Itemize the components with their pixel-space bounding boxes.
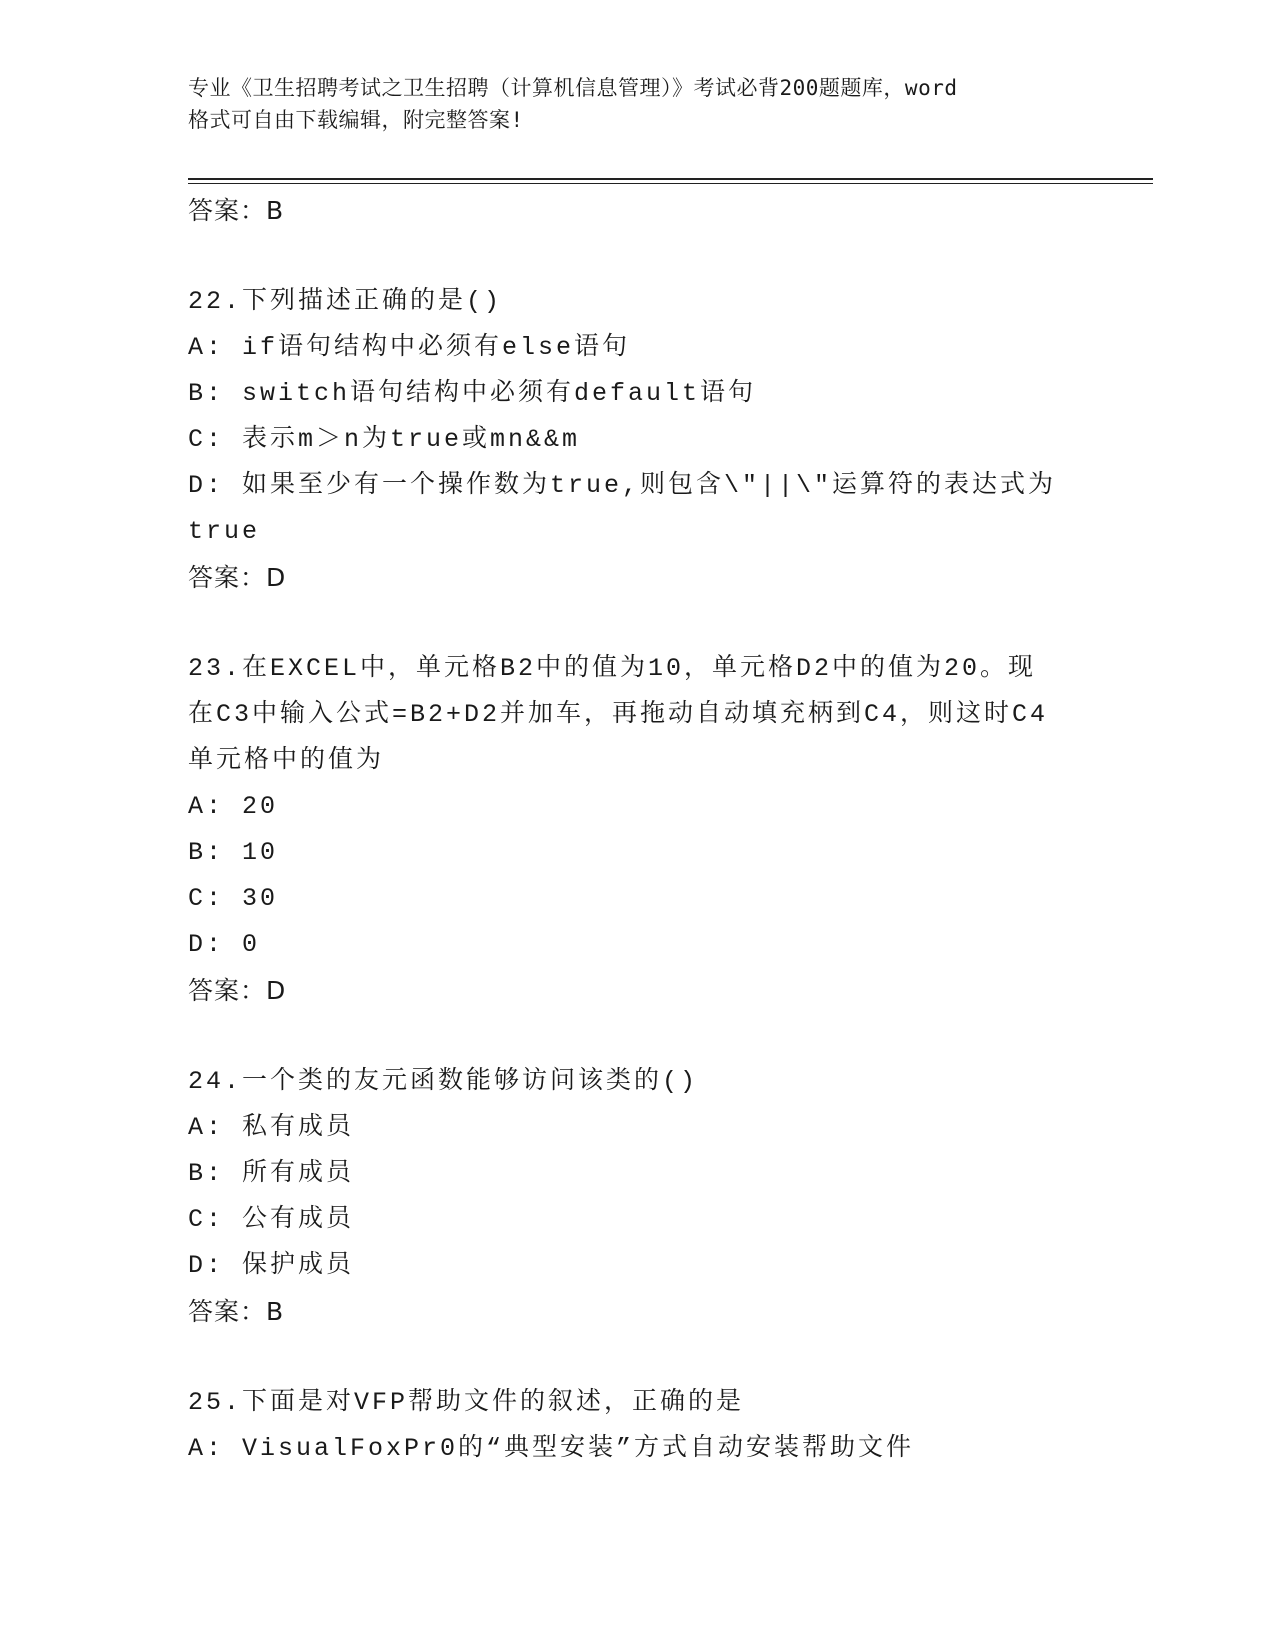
document-header xyxy=(188,72,1088,136)
spacer xyxy=(188,234,1088,279)
option-d: D: 0 xyxy=(188,930,261,959)
header-line-1: 专业《卫生招聘考试之卫生招聘（计算机信息管理）》考试必背200题题库，word xyxy=(188,76,958,100)
question-content xyxy=(188,188,1088,1472)
header-divider-thick xyxy=(188,178,1153,180)
question-stem-continued: 单元格中的值为 xyxy=(188,746,385,775)
question-23 xyxy=(188,646,1088,1014)
option-a: A: if语句结构中必须有else语句 xyxy=(188,333,631,362)
question-stem: 25.下面是对VFP帮助文件的叙述，正确的是 xyxy=(188,1388,745,1417)
answer-line: 答案：B xyxy=(188,1297,285,1326)
option-d: D: 保护成员 xyxy=(188,1251,355,1280)
answer-line: 答案：B xyxy=(188,196,285,225)
option-c: C: 公有成员 xyxy=(188,1205,355,1234)
answer-line: 答案：D xyxy=(188,563,287,592)
spacer xyxy=(188,1014,1088,1059)
answer-line: 答案：D xyxy=(188,976,287,1005)
option-c: C: 表示m＞n为true或mn&&m xyxy=(188,425,581,454)
question-25 xyxy=(188,1380,1088,1472)
question-22 xyxy=(188,279,1088,601)
option-b: B: 所有成员 xyxy=(188,1159,355,1188)
option-a: A: VisualFoxPr0的“典型安装”方式自动安装帮助文件 xyxy=(188,1434,915,1463)
question-stem: 23.在EXCEL中，单元格B2中的值为10，单元格D2中的值为20。现 xyxy=(188,654,1037,683)
option-a: A: 20 xyxy=(188,792,279,821)
option-c: C: 30 xyxy=(188,884,279,913)
question-stem: 22.下列描述正确的是() xyxy=(188,287,503,316)
option-b: B: 10 xyxy=(188,838,279,867)
option-d-continued: true xyxy=(188,517,261,546)
question-stem-continued: 在C3中输入公式=B2+D2并加车，再拖动自动填充柄到C4，则这时C4 xyxy=(188,700,1049,729)
spacer xyxy=(188,601,1088,646)
option-b: B: switch语句结构中必须有default语句 xyxy=(188,379,757,408)
option-a: A: 私有成员 xyxy=(188,1113,355,1142)
header-divider-thin xyxy=(188,183,1153,184)
header-line-2: 格式可自由下载编辑，附完整答案! xyxy=(188,108,524,132)
spacer xyxy=(188,1335,1088,1380)
question-stem: 24.一个类的友元函数能够访问该类的() xyxy=(188,1067,699,1096)
question-24 xyxy=(188,1059,1088,1335)
option-d: D: 如果至少有一个操作数为true,则包含\"||\"运算符的表达式为 xyxy=(188,471,1057,500)
